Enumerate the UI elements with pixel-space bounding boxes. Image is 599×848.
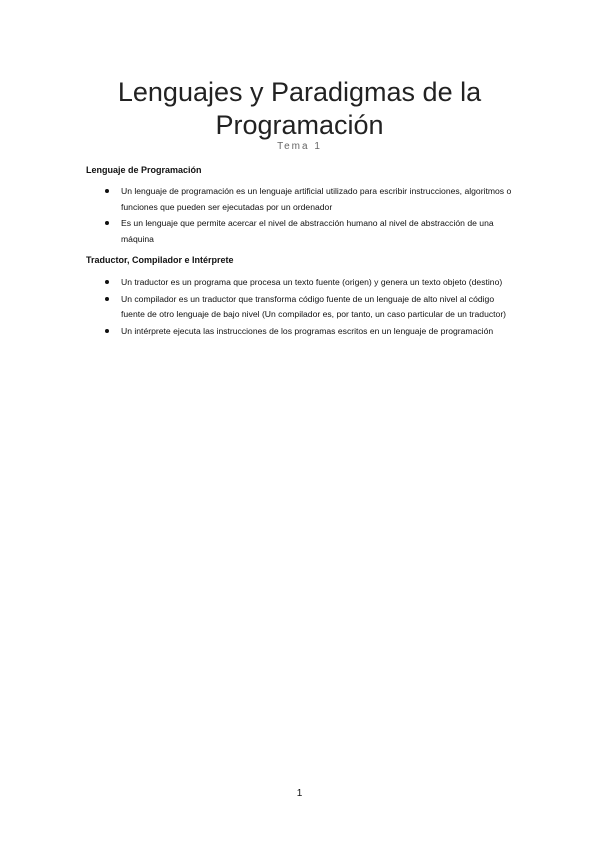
list-item <box>86 324 516 340</box>
list-item <box>86 292 516 323</box>
bullet-icon <box>105 329 109 333</box>
document-title: Lenguajes y Paradigmas de la Programación <box>117 77 482 140</box>
list-item-text: Un traductor es un programa que procesa un texto fuente (origen) y genera un texto objeto (destino) <box>121 277 503 287</box>
list-item-text: Un compilador es un traductor que transforma código fuente de un lenguaje de alto nivel al código fuente de otro lenguaje de bajo nivel (Un compilador es, por tanto, un caso particular de un traductor) <box>121 293 507 319</box>
list-item-text: Un lenguaje de programación es un lenguaje artificial utilizado para escribir instrucciones, algoritmos o funciones que pueden ser ejecutadas por un ordenador <box>121 186 512 212</box>
list-item <box>86 184 516 215</box>
bullet-icon <box>105 280 109 284</box>
list-item-text: Es un lenguaje que permite acercar el nivel de abstracción humano al nivel de abstracción de una máquina <box>121 218 494 244</box>
bullet-list-traductor <box>86 275 516 340</box>
list-item <box>86 216 516 247</box>
list-item <box>86 275 516 291</box>
bullet-icon <box>105 221 109 225</box>
document-subtitle: Tema 1 <box>277 141 322 152</box>
section-heading-lenguaje: Lenguaje de Programación <box>86 165 202 175</box>
section-heading-traductor: Traductor, Compilador e Intérprete <box>86 255 234 265</box>
page-number: 1 <box>296 788 303 799</box>
bullet-list-lenguaje <box>86 184 516 248</box>
list-item-text: Un intérprete ejecuta las instrucciones de los programas escritos en un lenguaje de programación <box>121 325 494 336</box>
bullet-icon <box>105 189 109 193</box>
bullet-icon <box>105 297 109 301</box>
